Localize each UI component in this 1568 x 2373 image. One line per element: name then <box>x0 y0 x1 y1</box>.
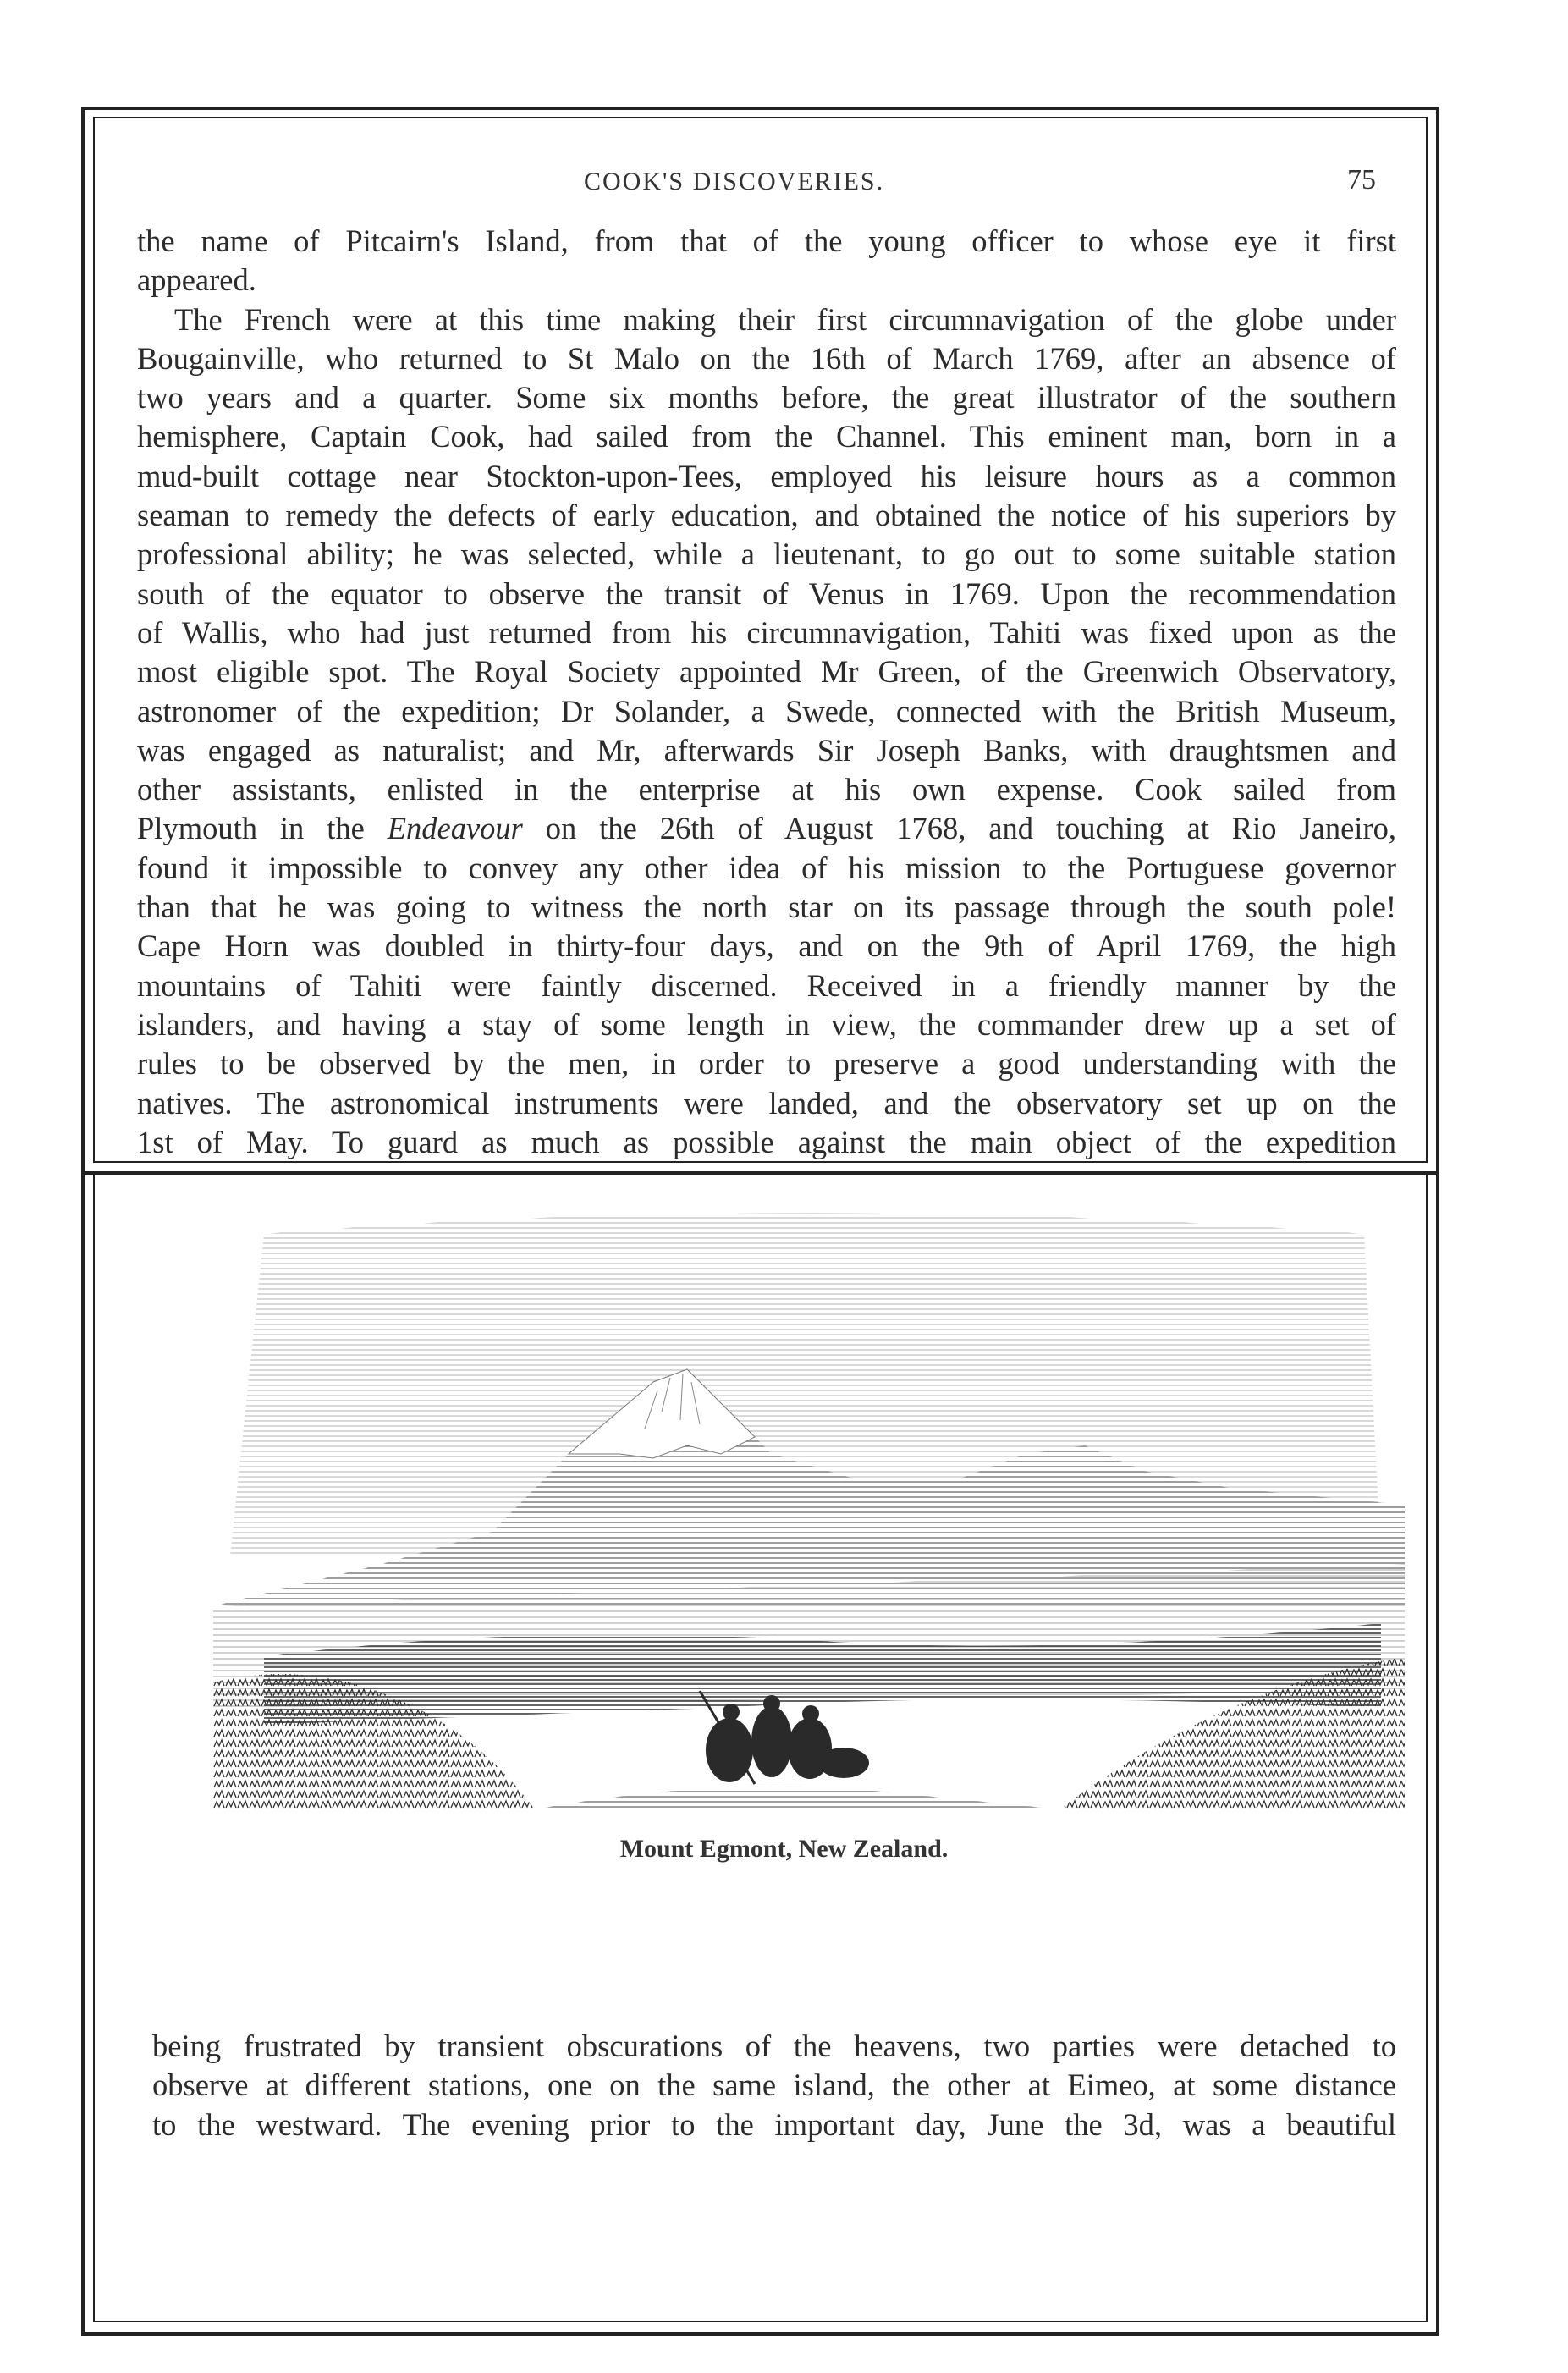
text-line: natives. The astronomical instruments were landed, and the observatory set up on the <box>137 1085 1396 1120</box>
text-line: Bougainville, who returned to St Malo on the 16th of March 1769, after an absence of <box>137 340 1396 376</box>
frame-rule-left-thin <box>93 117 95 1163</box>
text-line: astronomer of the expedition; Dr Solander, a Swede, connected with the British Museum, <box>137 693 1396 729</box>
text-line: islanders, and having a stay of some length in view, the commander drew up a set of <box>137 1006 1396 1042</box>
text-line: seaman to remedy the defects of early education, and obtained the notice of his superiors by <box>137 498 1396 533</box>
text-line: two years and a quarter. Some six months before, the great illustrator of the southern <box>137 380 1396 416</box>
frame-rule-right-thin <box>1426 117 1428 1163</box>
frame-rule-lower-left-thin <box>93 1175 95 2322</box>
text-line: Cape Horn was doubled in thirty-four days, and on the 9th of April 1769, the high <box>137 928 1396 964</box>
running-title: COOK'S DISCOVERIES. <box>584 168 885 195</box>
figure-caption: Mount Egmont, New Zealand. <box>619 1835 949 1863</box>
frame-rule-final-thick <box>81 2332 1439 2336</box>
text-line: 1st of May. To guard as much as possible against the main object of the expedition <box>137 1124 1396 1159</box>
text-line: rules to be observed by the men, in order to preserve a good understanding with the <box>137 1046 1396 1082</box>
text-line: appeared. <box>137 262 256 298</box>
text-line: being frustrated by transient obscurations of the heavens, two parties were detached to <box>152 2029 1396 2063</box>
running-head <box>0 159 1568 210</box>
continuation-text <box>152 2027 1396 2145</box>
frame-rule-lower-left-thick <box>81 1175 85 2334</box>
text-line: than that he was going to witness the north star on its passage through the south pole! <box>137 889 1396 925</box>
frame-rule-left-thick <box>81 107 85 1175</box>
text-line: hemisphere, Captain Cook, had sailed from the Channel. This eminent man, born in a <box>137 419 1396 454</box>
frame-rule-lower-right-thin <box>1426 1175 1428 2322</box>
frame-rule-top-thick <box>81 107 1439 110</box>
ship-name: Endeavour <box>387 811 523 846</box>
text-line: was engaged as naturalist; and Mr, afterwards Sir Joseph Banks, with draughtsmen and <box>137 732 1396 768</box>
text-line: south of the equator to observe the transit of Venus in 1769. Upon the recommendation <box>137 575 1396 611</box>
text-line: other assistants, enlisted in the enterprise at his own expense. Cook sailed from <box>137 772 1396 807</box>
text-line: observe at different stations, one on the same island, the other at Eimeo, at some distance <box>152 2067 1396 2103</box>
frame-rule-top-thin <box>93 117 1428 118</box>
text-line: mud-built cottage near Stockton-upon-Tees, employed his leisure hours as a common <box>137 458 1396 493</box>
text-line: the name of Pitcairn's Island, from that of the young officer to whose eye it first <box>137 223 1396 258</box>
text-line: mountains of Tahiti were faintly discerned. Received in a friendly manner by the <box>137 967 1396 1003</box>
text-line: professional ability; he was selected, while a lieutenant, to go out to some suitable station <box>137 537 1396 572</box>
text-line-with-ship-name <box>137 809 1396 848</box>
frame-rule-lower-right-thick <box>1436 1175 1439 2334</box>
text-fragment: Plymouth in the <box>137 811 365 846</box>
text-line: most eligible spot. The Royal Society appointed Mr Green, of the Greenwich Observatory, <box>137 654 1396 690</box>
mount-egmont-engraving <box>213 1200 1405 1809</box>
frame-rule-right-thick <box>1436 107 1439 1175</box>
text-fragment: on the 26th of August 1768, and touching at Rio Janeiro, <box>545 811 1396 846</box>
text-line: found it impossible to convey any other idea of his mission to the Portuguese governor <box>137 850 1396 885</box>
page-number: 75 <box>1347 164 1376 195</box>
text-line: of Wallis, who had just returned from his circumnavigation, Tahiti was fixed upon as the <box>137 614 1396 650</box>
text-line: to the westward. The evening prior to the important day, June the 3d, was a beautiful <box>152 2106 1396 2142</box>
text-line: The French were at this time making their first circumnavigation of the globe under <box>174 301 1396 337</box>
frame-rule-final-thin <box>93 2321 1428 2322</box>
body-text <box>137 222 1396 1162</box>
foreground-ground <box>535 1787 1059 1809</box>
frame-rule-bottom-thick <box>81 1171 1439 1175</box>
